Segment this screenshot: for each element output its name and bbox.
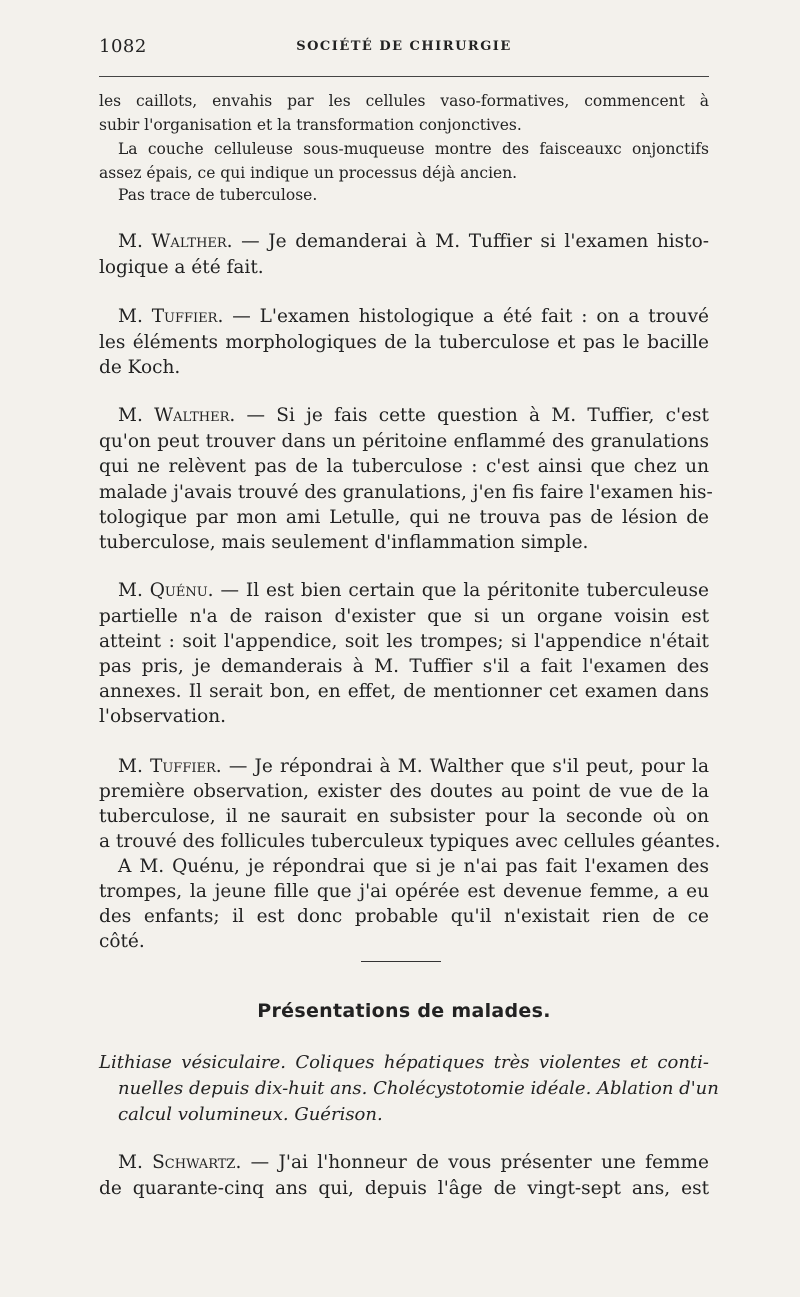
speaker-name: M. Tuffier. [118, 306, 224, 327]
running-head: SOCIÉTÉ DE CHIRURGIE [296, 39, 512, 54]
speaker-name: M. Tuffier. [118, 756, 222, 777]
speaker-name: M. Quénu. [118, 580, 214, 601]
text-line: assez épais, ce qui indique un processus déjà ancien. [99, 164, 518, 182]
text-line: qu'on peut trouver dans un péritoine enflammé des granulations [99, 431, 709, 452]
text-line: qui ne relèvent pas de la tuberculose : c'est ainsi que chez un [99, 456, 709, 477]
text-line: l'observation. [99, 706, 227, 727]
text-line: M. Schwartz. — J'ai l'honneur de vous présenter une femme [118, 1152, 709, 1173]
header-rule [99, 76, 709, 77]
speaker-name: M. Schwartz. [118, 1152, 242, 1173]
page-header [99, 36, 709, 60]
case-title-line: calcul volumineux. Guérison. [118, 1104, 383, 1125]
text-line: première observation, exister des doutes au point de vue de la [99, 781, 709, 802]
text-line: tuberculose, mais seulement d'inflammation simple. [99, 532, 589, 553]
text-line: La couche celluleuse sous-muqueuse montre des faisceauxc onjonctifs [118, 140, 709, 158]
text-line: logique a été fait. [99, 257, 264, 278]
case-title-line: Lithiase vésiculaire. Coliques hépatiques très violentes et conti- [99, 1052, 709, 1073]
text-line: trompes, la jeune fille que j'ai opérée est devenue femme, a eu [99, 881, 709, 902]
text-line: de quarante-cinq ans qui, depuis l'âge de vingt-sept ans, est [99, 1178, 709, 1199]
text-line: Pas trace de tuberculose. [118, 186, 318, 204]
text-line: M. Walther. — Si je fais cette question à M. Tuffier, c'est [118, 405, 709, 426]
page-number: 1082 [99, 36, 147, 57]
case-title-line: nuelles depuis dix-huit ans. Cholécystotomie idéale. Ablation d'un [118, 1078, 719, 1099]
text-line: M. Quénu. — Il est bien certain que la péritonite tuberculeuse [118, 580, 709, 601]
text-line: M. Walther. — Je demanderai à M. Tuffier si l'examen histo- [118, 231, 709, 252]
text-line: côté. [99, 931, 145, 952]
text-line: les caillots, envahis par les cellules vaso-formatives, commencent à [99, 92, 709, 110]
text-line: tuberculose, il ne saurait en subsister pour la seconde où on [99, 806, 709, 827]
text-line: partielle n'a de raison d'exister que si un organe voisin est [99, 606, 709, 627]
speaker-name: M. Walther. [118, 405, 236, 426]
text-line: pas pris, je demanderais à M. Tuffier s'il a fait l'examen des [99, 656, 709, 677]
text-line: M. Tuffier. — L'examen histologique a été fait : on a trouvé [118, 306, 709, 327]
speaker-name: M. Walther. [118, 231, 233, 252]
text-line: A M. Quénu, je répondrai que si je n'ai pas fait l'examen des [118, 856, 709, 877]
text-line: des enfants; il est donc probable qu'il n'existait rien de ce [99, 906, 709, 927]
text-line: de Koch. [99, 357, 181, 378]
text-line: les éléments morphologiques de la tuberculose et pas le bacille [99, 332, 709, 353]
text-line: malade j'avais trouvé des granulations, j'en fis faire l'examen his- [99, 482, 713, 503]
text-line: tologique par mon ami Letulle, qui ne trouva pas de lésion de [99, 507, 709, 528]
text-line: atteint : soit l'appendice, soit les trompes; si l'appendice n'était [99, 631, 709, 652]
text-line: a trouvé des follicules tuberculeux typiques avec cellules géantes. [99, 831, 721, 852]
text-line: M. Tuffier. — Je répondrai à M. Walther que s'il peut, pour la [118, 756, 709, 777]
section-divider [361, 961, 441, 962]
text-line: annexes. Il serait bon, en effet, de mentionner cet examen dans [99, 681, 709, 702]
text-line: subir l'organisation et la transformation conjonctives. [99, 116, 522, 134]
section-title: Présentations de malades. [257, 1000, 551, 1022]
